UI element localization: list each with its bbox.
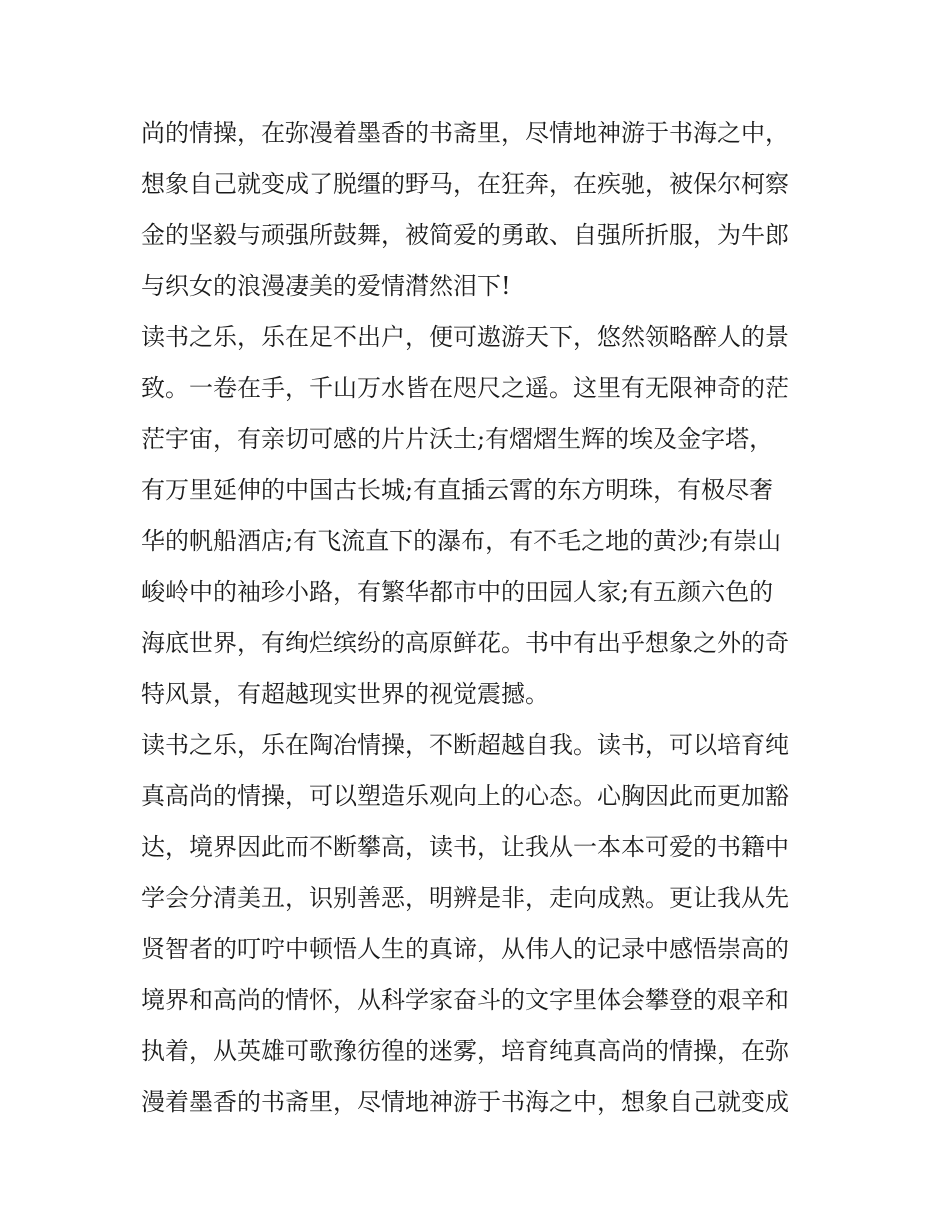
body-text xyxy=(141,108,821,1128)
text-line: 海底世界，有绚烂缤纷的高原鲜花。书中有出乎想象之外的奇 xyxy=(141,629,789,657)
text-line: 茫宇宙，有亲切可感的片片沃土;有熠熠生辉的埃及金字塔， xyxy=(141,425,774,453)
text-line: 漫着墨香的书斋里，尽情地神游于书海之中，想象自己就变成 xyxy=(141,1088,789,1116)
text-line: 特风景，有超越现实世界的视觉震撼。 xyxy=(141,680,549,708)
text-line: 有万里延伸的中国古长城;有直插云霄的东方明珠，有极尽奢 xyxy=(141,476,774,504)
text-line: 致。一卷在手，千山万水皆在咫尺之遥。这里有无限神奇的茫 xyxy=(141,374,789,402)
text-line: 达，境界因此而不断攀高，读书，让我从一本本可爱的书籍中 xyxy=(141,833,789,861)
text-line: 读书之乐，乐在足不出户，便可遨游天下，悠然领略醉人的景 xyxy=(141,323,789,351)
text-line: 华的帆船酒店;有飞流直下的瀑布，有不毛之地的黄沙;有崇山 xyxy=(141,527,782,555)
text-line: 学会分清美丑，识别善恶，明辨是非，走向成熟。更让我从先 xyxy=(141,884,789,912)
text-line: 读书之乐，乐在陶冶情操，不断超越自我。读书，可以培育纯 xyxy=(141,731,789,759)
text-line: 执着，从英雄可歌豫彷徨的迷雾，培育纯真高尚的情操，在弥 xyxy=(141,1037,789,1065)
text-line: 贤智者的叮咛中顿悟人生的真谛，从伟人的记录中感悟崇高的 xyxy=(141,935,789,963)
text-line: 想象自己就变成了脱缰的野马，在狂奔，在疾驰，被保尔柯察 xyxy=(141,170,789,198)
text-line: 峻岭中的袖珍小路，有繁华都市中的田园人家;有五颜六色的 xyxy=(141,578,774,606)
text-line: 与织女的浪漫凄美的爱情潸然泪下! xyxy=(141,272,511,300)
text-line: 真高尚的情操，可以塑造乐观向上的心态。心胸因此而更加豁 xyxy=(141,782,789,810)
text-line: 尚的情操，在弥漫着墨香的书斋里，尽情地神游于书海之中， xyxy=(141,119,789,147)
text-line: 金的坚毅与顽强所鼓舞，被简爱的勇敢、自强所折服，为牛郎 xyxy=(141,221,789,249)
text-line: 境界和高尚的情怀，从科学家奋斗的文字里体会攀登的艰辛和 xyxy=(141,986,789,1014)
